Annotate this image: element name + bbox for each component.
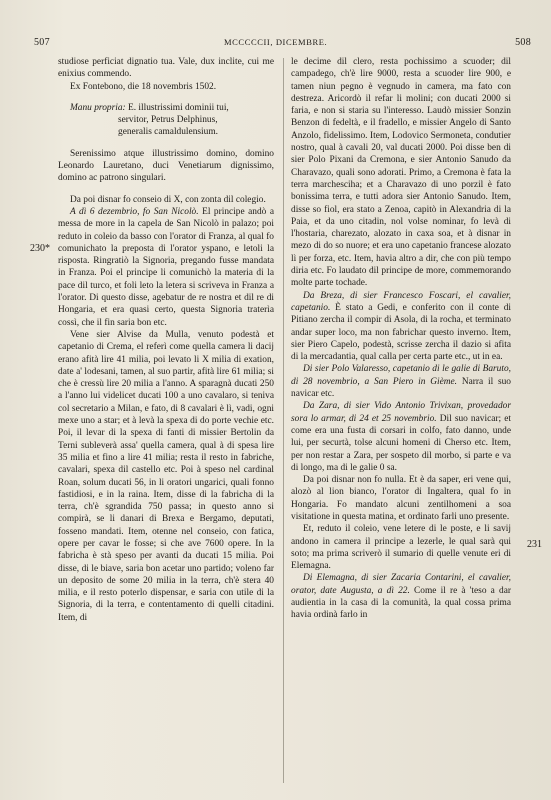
paragraph xyxy=(291,363,511,400)
paragraph-text: Vene sier Alvise da Mulla, venuto podestà et capetanio di Crema, el referì come quella camera li dacij erano afità lire 41 milia, poi levato li X milia di exation, date a' lodesani, tamen, al suo partir, afità lire 61 milia; si che è cressù lire 20 milia a l'anno. A sparagnà ducati 250 a l'anno lui videlicet ducati 100 a uno cavalaro, si teniva col secretario a Milan, e fato, di 8 cavalari è lì, vadi, ogni mexe uno a star; et à levà la spexa di do porte vechie etc. Poi, il levar di la spexa di fanti di missier Bertolin da Terni subleverà assa' quella camera, qual à di spesa lire 35 milia et fino a lire 41 milia; resta il resto in fabriche, cavalari, spexa dil castello etc. Poi à speso nel cardinal Roan, solum ducati 56, in li oratori ungarici, quali fonno fastidiosi, e in la raina. Item, disse di la fabricha di la terra, ch'è sgrandida 750 passa; in questo anno si compirà, se li danari di Brexa e Bergamo, deputati, fosseno mandati. Item, otenne nel conseio, con fatica, opere per cavar le fosse; si che ave 7600 opere. In la fabricha è stà speso per avanti da ducati 15 milia. Poi disse, di le biave, saria bon acetar uno partido; voleno far un deposito de some 20 milia in la terra, ch'è stera 40 milia, e il resto poterlo dispensar, e saria con utile di la Signoria, di la terra, e contentamento di quelli citadini. Item, di xyxy=(58,329,274,623)
margin-number-right: 231 xyxy=(527,539,542,550)
paragraph-text: Et, reduto il coleio, vene letere di le poste, e li savij andono in camera il principe a lezerle, le qual sarà qui soto; ma prima scriverò il sumario di quelle venute eri di Elemagna. xyxy=(291,524,511,572)
right-column xyxy=(291,56,511,622)
paragraph-italic-lead: Da Zara, di sier Vido Antonio Trivixan, provedador sora lo armar, di 24 et 25 novembrio. xyxy=(291,401,511,424)
paragraph xyxy=(58,194,274,206)
paragraph xyxy=(291,290,511,364)
paragraph xyxy=(291,523,511,572)
paragraph xyxy=(291,400,511,474)
margin-number-left: 230* xyxy=(30,243,50,254)
paragraph-text: Da poi disnar fo conseio di X, con zonta dil colegio. xyxy=(70,194,266,205)
paragraph-italic-lead: Di Elemagna, di sier Zacaria Contarini, el cavalier, orator, date Augusta, a dì 22. xyxy=(291,573,511,596)
running-head: MCCCCCII, DICEMBRE. xyxy=(224,37,328,47)
paragraph-text: E. illustrissimi dominii tui, xyxy=(125,102,229,113)
paragraph xyxy=(58,81,274,93)
paragraph-text: Serenissimo atque illustrissimo domino, domino Leonardo Lauretano, duci Venetiarum dignissimo, domino ac patrono singulari. xyxy=(58,148,274,184)
paragraph-italic-lead: Manu propria: xyxy=(70,102,126,113)
page-number-right: 508 xyxy=(515,37,531,48)
paragraph-italic-lead: A dì 6 dezembrio, fo San Nicolò. xyxy=(70,206,199,217)
paragraph-text: Come il re à 'teso a dar audientia in la casa di la comunità, la qual cossa prima havia ordinà farlo in xyxy=(291,585,511,621)
paragraph xyxy=(291,56,511,290)
paragraph-gap xyxy=(58,185,274,194)
left-column xyxy=(58,56,274,624)
paragraph-text: Dil suo navicar; et come era una fusta di corsari in colfo, fato danno, unde lui, per securtà, tolse alcuni homeni di Cherso etc. Item, per non restar a Zara, per sospeto dil morbo, si parte e va di longo, ma di le galie 0 sa. xyxy=(291,413,511,473)
column-divider xyxy=(283,58,284,783)
paragraph xyxy=(58,148,274,185)
paragraph xyxy=(291,572,511,621)
paragraph-italic-lead: Da Breza, di sier Francesco Foscari, el cavalier, capetanio. xyxy=(291,290,511,313)
page-number-left: 507 xyxy=(34,37,50,48)
paragraph-gap xyxy=(58,93,274,102)
paragraph-text: Narra il suo navicar etc. xyxy=(291,376,511,400)
paragraph xyxy=(58,56,274,81)
paragraph-text: generalis camaldulensium. xyxy=(118,127,218,138)
paragraph-text: servitor, Petrus Delphinus, xyxy=(118,115,218,126)
paragraph xyxy=(291,474,511,523)
paragraph xyxy=(58,126,274,138)
paragraph-gap xyxy=(58,139,274,148)
paragraph-text: Ex Fontebono, die 18 novembris 1502. xyxy=(70,81,217,92)
paragraph xyxy=(58,102,274,114)
page-header xyxy=(34,37,531,51)
paragraph-text: El principe andò a messa de more in la capela de San Nicolò in palazo; poi reduto in coleio da basso con l'orator di Franza, al qual fo comunichato la preposta di l'orator yspano, e letoli la risposta. Ringratiò la Signoria, pregando fusse mandata in Franza. Poi el principe li comunichò la materia di la pace dil turco, et foli leto la letera si scriveva in Franza a l'orator. Di questo disse, agebatur de re nostra et dil re di Hongaria, et era quasi certo, questa Signoria traterìa cossì, che il fin saria bon etc. xyxy=(58,206,274,328)
paragraph xyxy=(58,206,274,329)
paragraph-text: È stato a Gedi, e conferito con il conte di Pitiano zercha il compir di Asola, di la rocha, et terminato andar super loco, ma non fabrichar questo inverno. Item, sier Piero Capelo, podestà, scrisse zercha il dazio si afita di la mercadantia, qual calla per certa parte etc., ut in ea. xyxy=(291,302,511,363)
paragraph-text: Da poi disnar non fo nulla. Et è da saper, eri vene qui, alozò al lion bianco, l'orator di Ingaltera, qual fo in Hongaria. Fo mandato alcuni zentilhomeni a soa visitatione in questa matina, et ordinato farli uno presente. xyxy=(291,475,511,522)
paragraph-text: studiose perficiat dignatio tua. Vale, dux inclite, cui me enixius commendo. xyxy=(58,57,274,80)
paragraph xyxy=(58,329,274,624)
paragraph-italic-lead: Di sier Polo Valaresso, capetanio di le galie di Baruto, di 28 novembrio, a San Piero in Gième. xyxy=(291,364,511,387)
paragraph-text: le decime dil clero, resta pochissimo a scuoder; dil campadego, ch'è lire 9000, resta a scuoder lire 900, e tamen niun pegno è vegnudo in camera, ma fato con destreza. Aricordò il refar li molini; con ducati 2000 si faria, e non si staria su l'interesso. Laudò missier Sonzin Benzon di fedeltà, e il fradello, e missier Angelo di Santo Anzolo, fidelissimo. Item, Lodovico Sermoneta, condutier nostro, qual à cavali 20, val ducati 2000. Poi disse ben di sier Polo Pixani da Cremona, e sier Antonio Sanudo da Charavazo, quali sono adorati. Primo, a Cremona è fata la terra marchesciha; et a Charavazo di uno porzil è fato bonissima terra, e tutti adora sier Antonio Sanudo. Item, disse so fiol, era stato a Zenoa, capitò in Alexandria di la Paia, et da uno citadin, nol volse nominar, fo levà di l'hostaria, charezato, alozato in caxa soa, et à disnar in mezo di do so nuore; et era uno capetanio francese alozato lì per forza, etc. Item, havia altro a dir, che con più tempo diria etc. Fo laudato dil principe de more, commemorando molte parte tochade. xyxy=(291,57,511,289)
paragraph xyxy=(58,114,274,126)
